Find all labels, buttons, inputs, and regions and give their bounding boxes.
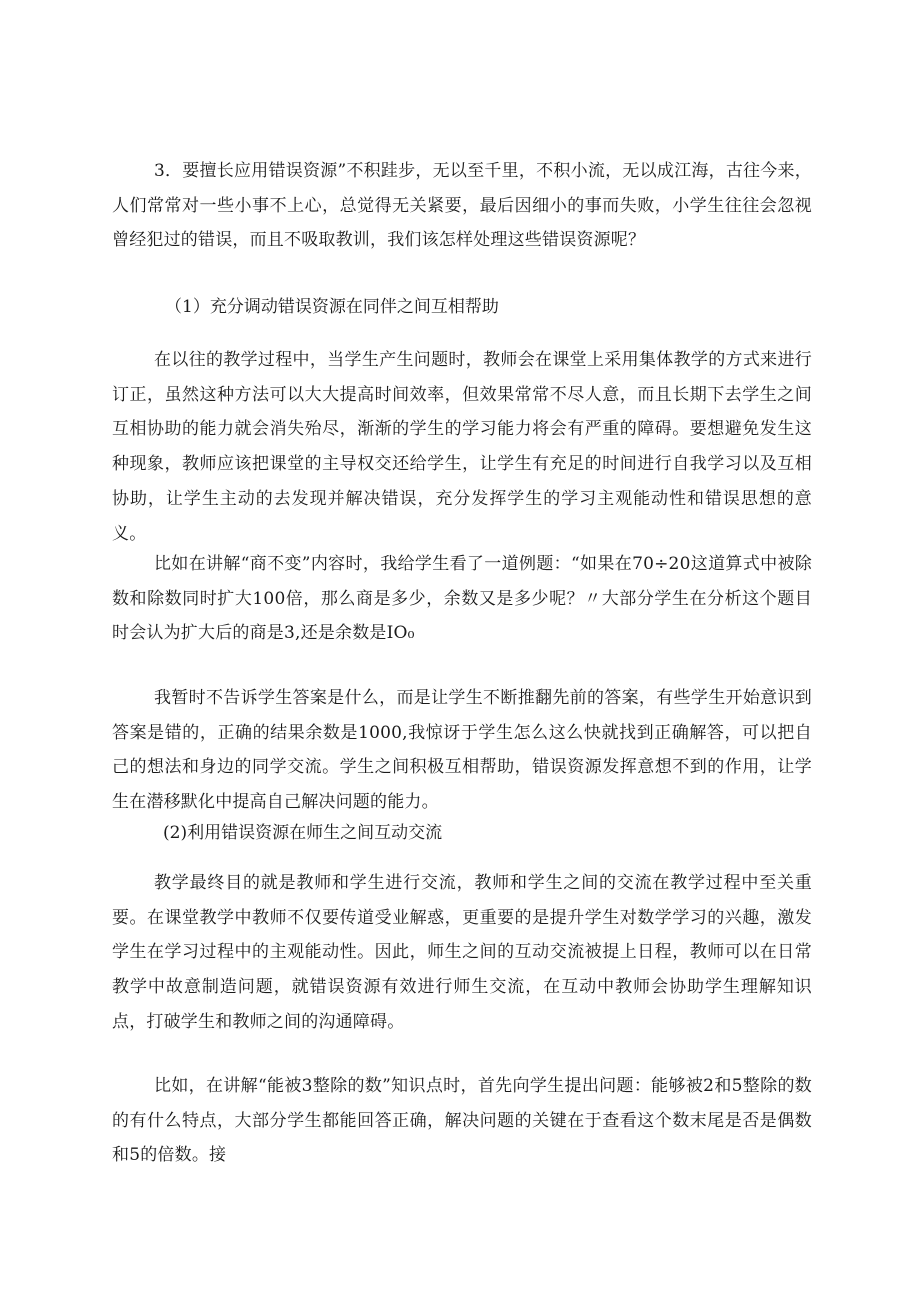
paragraph-student-discussion: 我暂时不告诉学生答案是什么，而是让学生不断推翻先前的答案，有些学生开始意识到答案是错的，正确的结果余数是1000,我惊讶于学生怎么这么快就找到正确解答，可以把自己的想法和身边的同学交流。学生之间积极互相帮助，错误资源发挥意想不到的作用，让学生在潜移默化中提高自己解决问题的能力。 xyxy=(112,688,812,813)
paragraph-collective-teaching: 在以往的教学过程中，当学生产生问题时，教师会在课堂上采用集体教学的方式来进行订正，虽然这种方法可以大大提高时间效率，但效果常常不尽人意，而且长期下去学生之间互相协助的能力就会消失殆尽，渐渐的学生的学习能力将会有严重的障碍。要想避免发生这种现象，教师应该把课堂的主导权交还给学生，让学生有充足的时间进行自我学习以及互相协助，让学生主动的去发现并解决错误，充分发挥学生的学习主观能动性和错误思想的意义。 xyxy=(112,350,812,544)
section-heading-teacher-student: (2)利用错误资源在师生之间互动交流 xyxy=(163,823,443,843)
paragraph-divisibility-example: 比如，在讲解“能被3整除的数”知识点时，首先向学生提出问题：能够被2和5整除的数的有什么特点，大部分学生都能回答正确，解决问题的关键在于查看这个数末尾是否是偶数和5的倍数。接 xyxy=(112,1076,812,1166)
paragraph-quotient-example: 比如在讲解“商不变”内容时，我给学生看了一道例题：“如果在70÷20这道算式中被除数和除数同时扩大100倍，那么商是多少，余数又是多少呢？〃大部分学生在分析这个题目时会认为扩大后的商是3,还是余数是IO₀ xyxy=(112,554,812,644)
paragraph-error-resources-intro: 3．要擅长应用错误资源”不积跬步，无以至千里，不积小流，无以成江海，古往今来，人们常常对一些小事不上心，总觉得无关紧要，最后因细小的事而失败，小学生往往会忽视曾经犯过的错误，而且不吸取教训，我们该怎样处理这些错误资源呢？ xyxy=(112,161,812,251)
paragraph-teacher-student-exchange: 教学最终目的就是教师和学生进行交流，教师和学生之间的交流在教学过程中至关重要。在课堂教学中教师不仅要传道受业解惑，更重要的是提升学生对数学学习的兴趣，激发学生在学习过程中的主观能动性。因此，师生之间的互动交流被提上日程，教师可以在日常教学中故意制造问题，就错误资源有效进行师生交流，在互动中教师会协助学生理解知识点，打破学生和教师之间的沟通障碍。 xyxy=(112,873,812,1032)
section-heading-peer-help: （1）充分调动错误资源在同伴之间互相帮助 xyxy=(165,297,499,317)
